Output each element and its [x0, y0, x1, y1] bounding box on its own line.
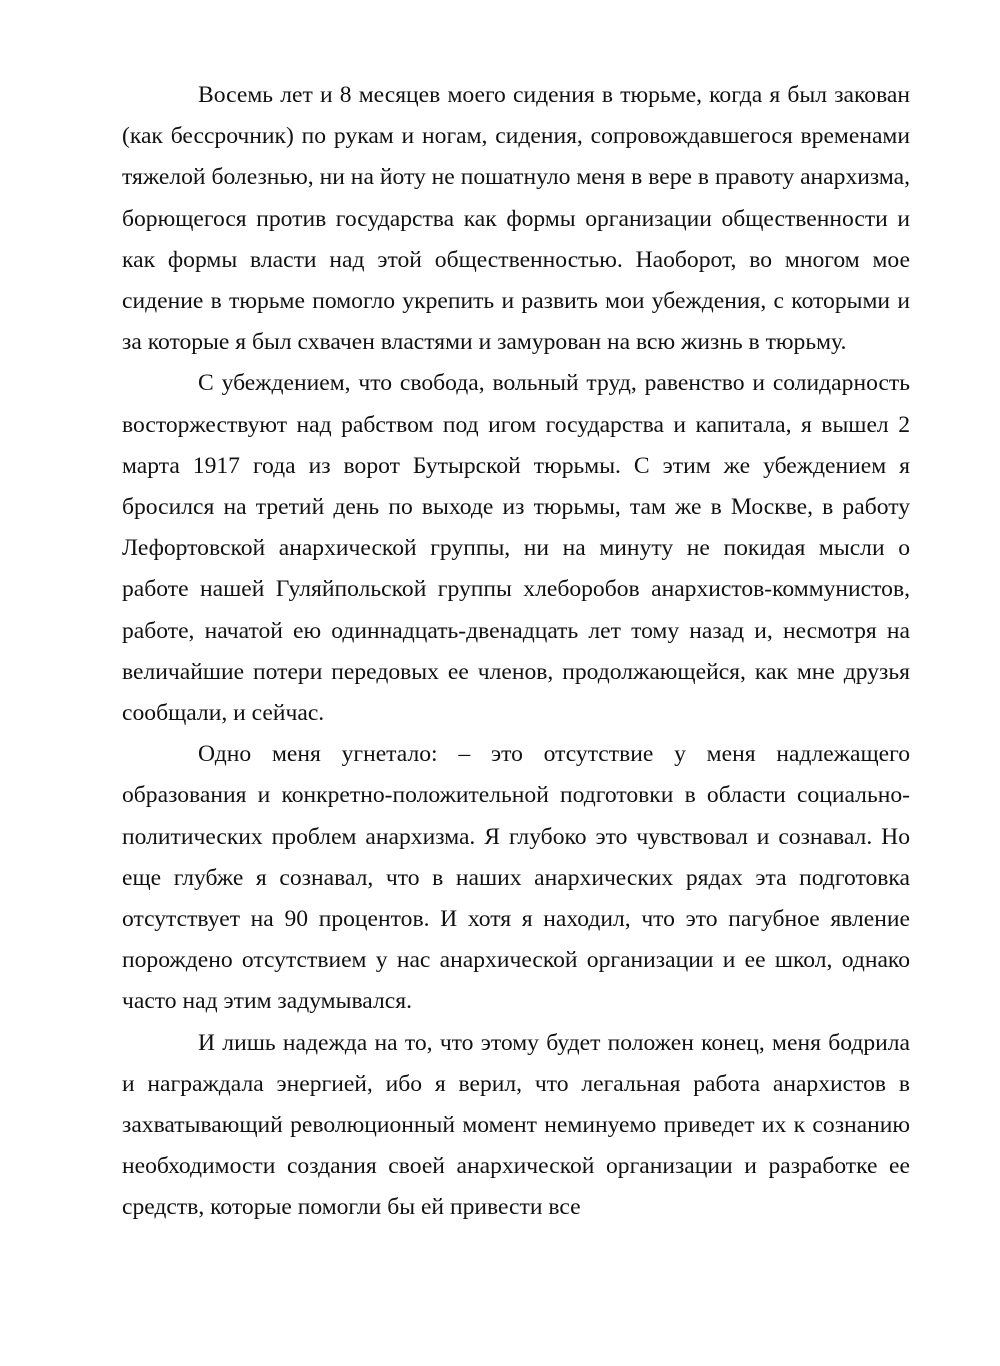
paragraph-2: С убеждением, что свобода, вольный труд, равенство и солидарность восторжествуют над рабством под игом государства и капитала, я вышел 2 марта 1917 года из ворот Бутырской тюрьмы. С этим же убеждением я бросился на третий день по выходе из тюрьмы, там же в Москве, в работу Лефортовской анархической группы, ни на минуту не покидая мысли о работе нашей Гуляйпольской группы хлеборобов анархистов-коммунистов, работе, начатой ею одиннадцать-двенадцать лет тому назад и, несмотря на величайшие потери передовых ее членов, продолжающейся, как мне друзья сообщали, и сейчас.	[122, 370, 910, 727]
paragraph-4: И лишь надежда на то, что этому будет положен конец, меня бодрила и награждала энергией, ибо я верил, что легальная работа анархистов в захватывающий революционный момент неминуемо приведет их к сознанию необходимости создания своей анархической организации и разработке ее средств, которые помогли бы ей привести все	[122, 1029, 910, 1221]
paragraph-1: Восемь лет и 8 месяцев моего сидения в тюрьме, когда я был закован (как бессрочник) по рукам и ногам, сидения, сопровождавшегося временами тяжелой болезнью, ни на йоту не пошатнуло меня в вере в правоту анархизма, борющегося против государства как формы организации общественности и как формы власти над этой общественностью. Наоборот, во многом мое сидение в тюрьме помогло укрепить и развить мои убеждения, с которыми и за которые я был схвачен властями и замурован на всю жизнь в тюрьму.	[122, 82, 910, 356]
document-page	[122, 75, 910, 1229]
paragraph-3: Одно меня угнетало: – это отсутствие у меня надлежащего образования и конкретно-положительной подготовки в области социально-политических проблем анархизма. Я глубоко это чувствовал и сознавал. Но еще глубже я сознавал, что в наших анархических рядах эта подготовка отсутствует на 90 процентов. И хотя я находил, что это пагубное явление порождено отсутствием у нас анархической организации и ее школ, однако часто над этим задумывался.	[122, 741, 910, 1015]
